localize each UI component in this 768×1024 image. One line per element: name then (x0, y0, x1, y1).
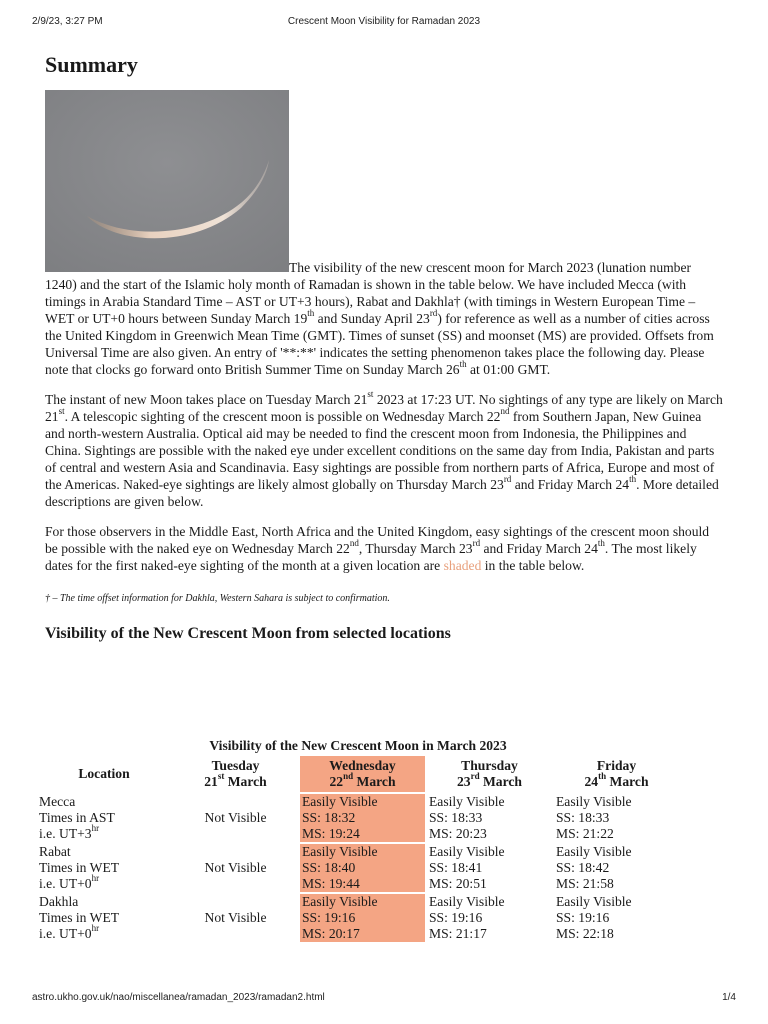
visibility-status: Easily Visible (556, 794, 632, 809)
moonset-time: MS: 19:24 (302, 826, 360, 841)
dakhla-footnote: † – The time offset information for Dakhla, Western Sahara is subject to confirmation. (45, 593, 390, 604)
thursday-cell (427, 894, 552, 942)
summary-paragraph-3 (45, 523, 723, 574)
sunset-time: SS: 19:16 (302, 910, 356, 925)
timezone-label: Times in WET (39, 860, 120, 875)
day-header-thursday (427, 756, 552, 792)
p2-sup-2: st (58, 406, 65, 417)
sunset-time: SS: 18:33 (429, 810, 483, 825)
visibility-status: Easily Visible (556, 844, 632, 859)
moonset-time: MS: 21:17 (429, 926, 487, 941)
day-num: 24 (584, 774, 599, 789)
ut-offset: i.e. UT+0 (39, 926, 92, 941)
summary-paragraph-1 (45, 90, 723, 378)
day-suffix: st (217, 771, 225, 782)
crescent-moon-image (45, 90, 289, 272)
p3-text-d: . The most likely dates for the first naked-eye sighting of the month at a given location are (45, 541, 697, 573)
visibility-section-heading: Visibility of the New Crescent Moon from selected locations (45, 625, 451, 642)
p1-text-a: The visibility of the new crescent moon for March 2023 (lunation number 1240) and the start of the Islamic holy month of Ramadan is shown in the table below. We have included Mecca (with timings in Arabia Standard Time – AST or UT+3 hours), Rabat and Dakhla† (with timings in Western European Time – WET or UT+0 hours between Sunday March 19 (45, 260, 696, 326)
p2-text-e: and Friday March 24 (511, 477, 630, 492)
page-url: astro.ukho.gov.uk/nao/miscellanea/ramadan_2023/ramadan2.html (32, 992, 325, 1003)
visibility-status: Easily Visible (302, 794, 378, 809)
timezone-label: Times in WET (39, 910, 120, 925)
day-num: 23 (456, 774, 471, 789)
moonset-time: MS: 20:17 (302, 926, 360, 941)
p2-text-a: The instant of new Moon takes place on Tuesday March 21 (45, 392, 368, 407)
p1-text-c: ) for reference as well as a number of cities across the United Kingdom in Greenwich Mean Time (GMT). Times of sunset (SS) and moonset (MS) are provided. Offsets from Universal Time are also given. An entry of '**:**' indicates the setting phenomenon takes place the following day. Please note that clocks go forward onto British Summer Time on Sunday March 26 (45, 311, 714, 377)
page-number: 1/4 (722, 992, 736, 1003)
visibility-status: Easily Visible (302, 894, 378, 909)
thursday-cell (427, 794, 552, 842)
print-doc-title: Crescent Moon Visibility for Ramadan 2023 (287, 16, 481, 27)
p1-text-b: and Sunday April 23 (314, 311, 430, 326)
visibility-status: Easily Visible (429, 794, 505, 809)
p2-text-b: 2023 at 17:23 UT. No sightings of any type are likely on March 21 (45, 392, 723, 424)
visibility-table (35, 738, 681, 944)
sunset-time: SS: 19:16 (429, 910, 483, 925)
p2-text-d: from Southern Japan, New Guinea and north-western Australia. Optical aid may be needed to find the crescent moon from Indonesia, the Philippines and China. Sightings are possible with the naked eye under excellent conditions on the same day from India, Pakistan and parts of central and western Asia and Scandinavia. Easy sightings are possible from northern parts of Africa, Europe and most of the Americas. Naked-eye sightings are likely almost globally on Thursday March 23 (45, 409, 715, 492)
tuesday-cell: Not Visible (204, 860, 267, 875)
day-weekday: Wednesday (329, 758, 396, 773)
sunset-time: SS: 19:16 (556, 910, 610, 925)
day-suffix: th (598, 771, 607, 782)
friday-cell (554, 794, 679, 842)
p1-sup-2: rd (429, 308, 438, 319)
visibility-status: Easily Visible (302, 844, 378, 859)
day-month: March (606, 774, 649, 789)
location-cell (37, 794, 171, 842)
day-month: March (353, 774, 396, 789)
crescent-moon-photo-icon (45, 90, 289, 272)
friday-cell (554, 894, 679, 942)
sunset-time: SS: 18:42 (556, 860, 610, 875)
shaded-highlight-word: shaded (443, 558, 482, 573)
p2-text-f: . More detailed descriptions are given below. (45, 477, 719, 509)
visibility-status: Easily Visible (429, 844, 505, 859)
day-month: March (224, 774, 267, 789)
p2-sup-1: st (367, 389, 374, 400)
table-header-row (37, 756, 679, 792)
tuesday-cell: Not Visible (204, 810, 267, 825)
thursday-cell (427, 844, 552, 892)
wednesday-cell (300, 844, 425, 892)
day-suffix: nd (343, 771, 354, 782)
table-caption: Visibility of the New Crescent Moon in March 2023 (209, 738, 507, 753)
table-row-mecca (37, 794, 679, 842)
p3-sup-1: nd (349, 538, 359, 549)
day-num: 22 (329, 774, 344, 789)
table-row-dakhla (37, 894, 679, 942)
tuesday-cell: Not Visible (204, 910, 267, 925)
wednesday-cell (300, 794, 425, 842)
p3-text-e: in the table below. (481, 558, 585, 573)
day-header-friday (554, 756, 679, 792)
p1-sup-3: th (459, 359, 467, 370)
friday-cell (554, 844, 679, 892)
ut-offset-unit: hr (91, 823, 100, 834)
city-name: Dakhla (39, 894, 79, 909)
p3-text-a: For those observers in the Middle East, North Africa and the United Kingdom, easy sightings of the crescent moon should be possible with the naked eye on Wednesday March 22 (45, 524, 710, 556)
p2-text-c: . A telescopic sighting of the crescent moon is possible on Wednesday March 22 (64, 409, 501, 424)
timezone-label: Times in AST (39, 810, 115, 825)
visibility-status: Easily Visible (429, 894, 505, 909)
moonset-time: MS: 20:51 (429, 876, 487, 891)
summary-heading: Summary (45, 52, 138, 77)
location-cell (37, 844, 171, 892)
p3-sup-2: rd (472, 538, 481, 549)
p3-text-b: , Thursday March 23 (358, 541, 473, 556)
moonset-time: MS: 19:44 (302, 876, 360, 891)
sunset-time: SS: 18:40 (302, 860, 356, 875)
summary-paragraph-2 (45, 391, 723, 510)
p1-text-d: at 01:00 GMT. (466, 362, 551, 377)
sunset-time: SS: 18:32 (302, 810, 356, 825)
day-weekday: Thursday (461, 758, 518, 773)
day-suffix: rd (470, 771, 480, 782)
location-cell (37, 894, 171, 942)
city-name: Mecca (39, 794, 76, 809)
sunset-time: SS: 18:33 (556, 810, 610, 825)
ut-offset-unit: hr (91, 873, 100, 884)
moonset-time: MS: 22:18 (556, 926, 614, 941)
p3-text-c: and Friday March 24 (480, 541, 598, 556)
day-header-tuesday (173, 756, 298, 792)
table-row-rabat (37, 844, 679, 892)
city-name: Rabat (39, 844, 71, 859)
print-date: 2/9/23, 3:27 PM (32, 16, 103, 27)
day-month: March (479, 774, 522, 789)
moonset-time: MS: 21:58 (556, 876, 614, 891)
sunset-time: SS: 18:41 (429, 860, 483, 875)
print-header (32, 16, 736, 30)
day-num: 21 (204, 774, 218, 789)
ut-offset: i.e. UT+0 (39, 876, 92, 891)
p2-sup-4: rd (503, 474, 512, 485)
ut-offset-unit: hr (91, 923, 100, 934)
p2-sup-5: th (629, 474, 637, 485)
day-weekday: Tuesday (211, 758, 260, 773)
moonset-time: MS: 21:22 (556, 826, 614, 841)
print-footer (32, 992, 736, 1006)
location-header: Location (78, 766, 130, 781)
p3-sup-3: th (597, 538, 605, 549)
p2-sup-3: nd (500, 406, 510, 417)
page-content (45, 50, 723, 661)
day-weekday: Friday (596, 758, 637, 773)
visibility-status: Easily Visible (556, 894, 632, 909)
wednesday-cell (300, 894, 425, 942)
ut-offset: i.e. UT+3 (39, 826, 92, 841)
day-header-wednesday (300, 756, 425, 792)
p1-sup-1: th (307, 308, 315, 319)
moonset-time: MS: 20:23 (429, 826, 487, 841)
